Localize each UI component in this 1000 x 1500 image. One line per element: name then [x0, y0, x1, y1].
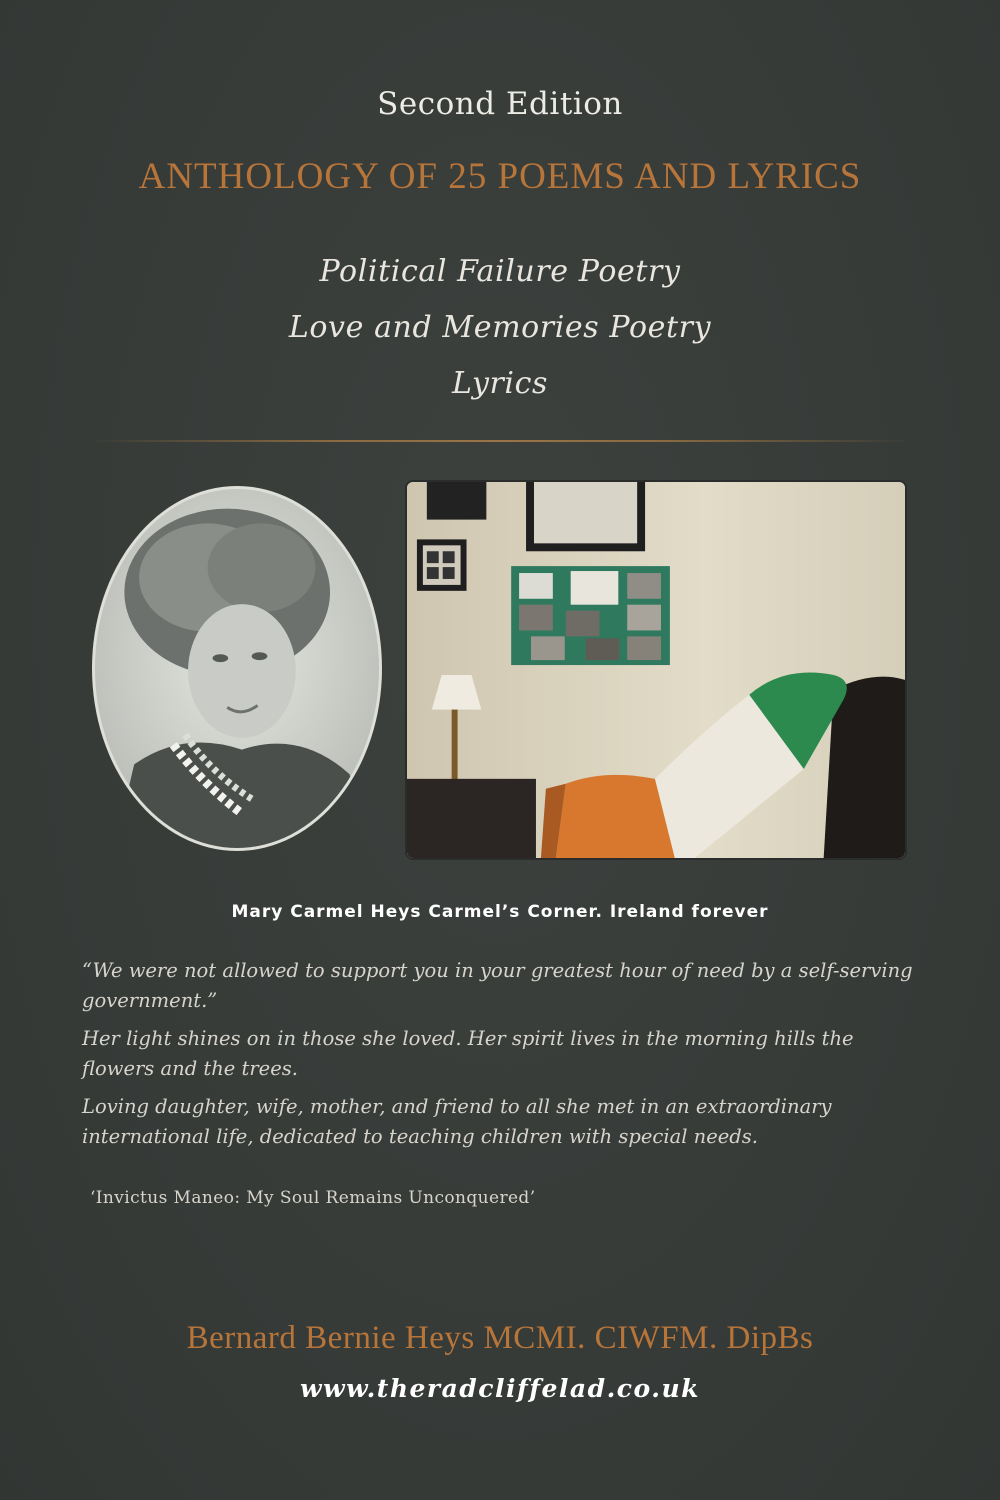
subtitle-lyrics: Lyrics — [451, 366, 549, 401]
subtitle-list — [0, 244, 1000, 412]
dedication-light: Her light shines on in those she loved. Her spirit lives in the morning hills the flowers and the trees. — [82, 1027, 854, 1080]
photo-caption: Mary Carmel Heys Carmel’s Corner. Ireland forever — [231, 902, 769, 922]
motto: ‘Invictus Maneo: My Soul Remains Unconquered’ — [90, 1188, 536, 1208]
dedication-text — [82, 956, 922, 1160]
author-name: Bernard Bernie Heys MCMI. CIWFM. DipBs — [186, 1320, 814, 1356]
subtitle-love: Love and Memories Poetry — [288, 310, 712, 345]
book-title: ANTHOLOGY OF 25 POEMS AND LYRICS — [138, 156, 862, 197]
dedication-quote: “We were not allowed to support you in your greatest hour of need by a self-serving government.” — [82, 959, 913, 1012]
website-link: www.theradcliffelad.co.uk — [300, 1374, 700, 1403]
divider — [90, 440, 910, 442]
subtitle-political: Political Failure Poetry — [319, 254, 681, 289]
dedication-life: Loving daughter, wife, mother, and friend to all she met in an extraordinary international life, dedicated to teaching children with special needs. — [82, 1095, 832, 1148]
edition-label: Second Edition — [377, 86, 623, 122]
portrait-photo — [92, 486, 382, 851]
room-photo — [405, 480, 907, 860]
